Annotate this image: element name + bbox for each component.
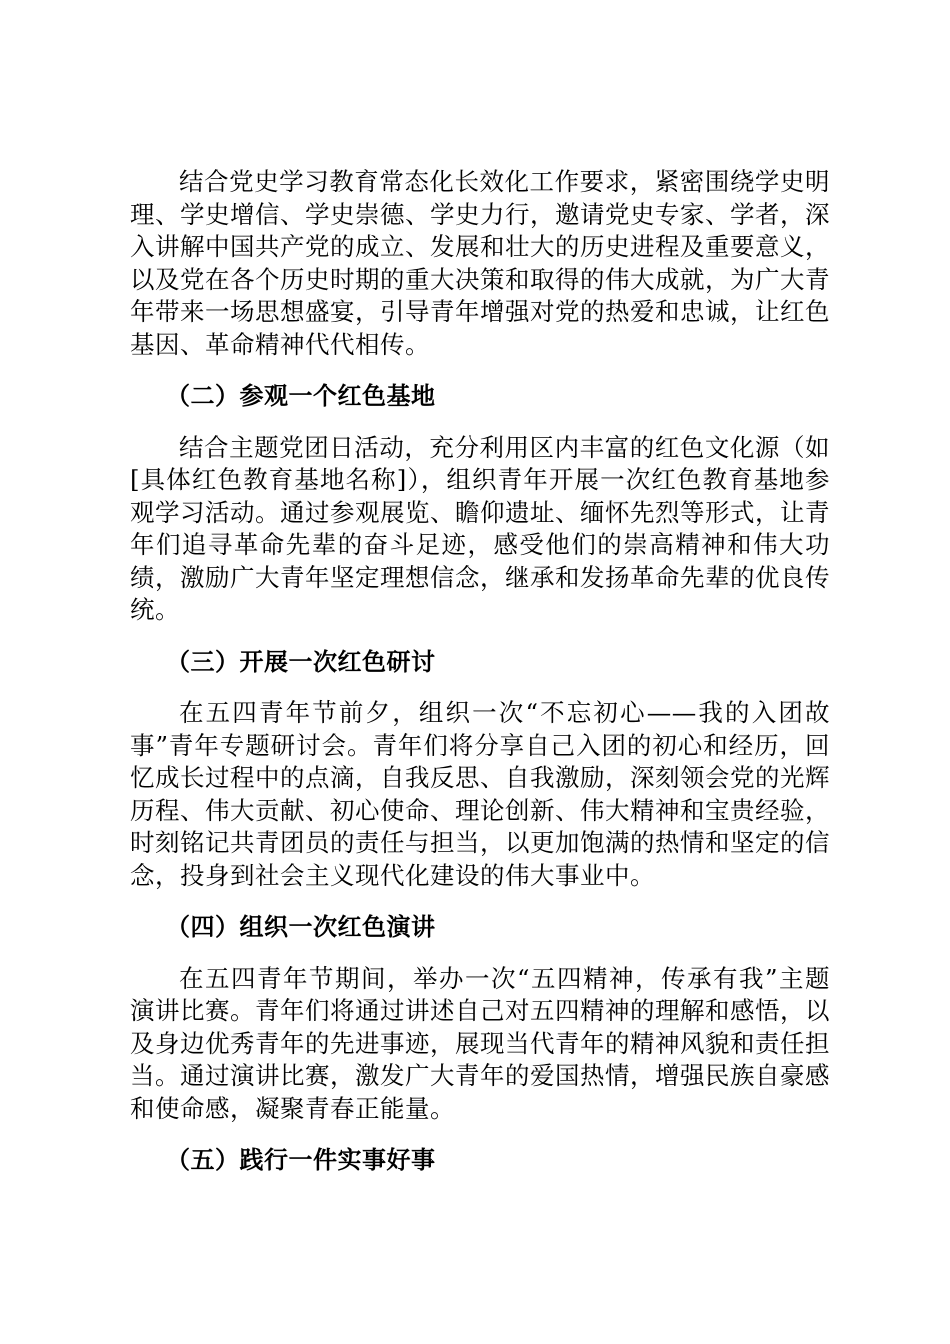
document-page <box>130 166 830 1177</box>
paragraph-party-history-lecture: 结合党史学习教育常态化长效化工作要求，紧密围绕学史明理、学史增信、学史崇德、学史力行，邀请党史专家、学者，深入讲解中国共产党的成立、发展和壮大的历史进程及重要意义，以及党在各个历史时期的重大决策和取得的伟大成就，为广大青年带来一场思想盛宴，引导青年增强对党的热爱和忠诚，让红色基因、革命精神代代相传。 <box>130 167 830 359</box>
paragraph-visit-red-base: 结合主题党团日活动，充分利用区内丰富的红色文化源（如[具体红色教育基地名称]），组织青年开展一次红色教育基地参观学习活动。通过参观展览、瞻仰遗址、缅怀先烈等形式，让青年们追寻革命先辈的奋斗足迹，感受他们的崇高精神和伟大功绩，激励广大青年坚定理想信念，继承和发扬革命先辈的优良传统。 <box>130 432 830 624</box>
heading-good-deeds: （五）践行一件实事好事 <box>166 1146 436 1174</box>
paragraph-red-speech: 在五四青年节期间，举办一次“五四精神，传承有我”主题演讲比赛。青年们将通过讲述自己对五四精神的理解和感悟，以及身边优秀青年的先进事迹，展现当代青年的精神风貌和责任担当。通过演讲比赛，激发广大青年的爱国热情，增强民族自豪感和使命感，凝聚青春正能量。 <box>130 963 830 1123</box>
heading-red-speech: （四）组织一次红色演讲 <box>166 913 436 941</box>
heading-visit-red-base: （二）参观一个红色基地 <box>166 382 436 410</box>
heading-red-seminar: （三）开展一次红色研讨 <box>166 647 436 676</box>
paragraph-red-seminar: 在五四青年节前夕，组织一次“不忘初心——我的入团故事”青年专题研讨会。青年们将分享自己入团的初心和经历，回忆成长过程中的点滴，自我反思、自我激励，深刻领会党的光辉历程、伟大贡献、初心使命、理论创新、伟大精神和宝贵经验，时刻铭记共青团员的责任与担当，以更加饱满的热情和坚定的信念，投身到社会主义现代化建设的伟大事业中。 <box>130 698 830 890</box>
